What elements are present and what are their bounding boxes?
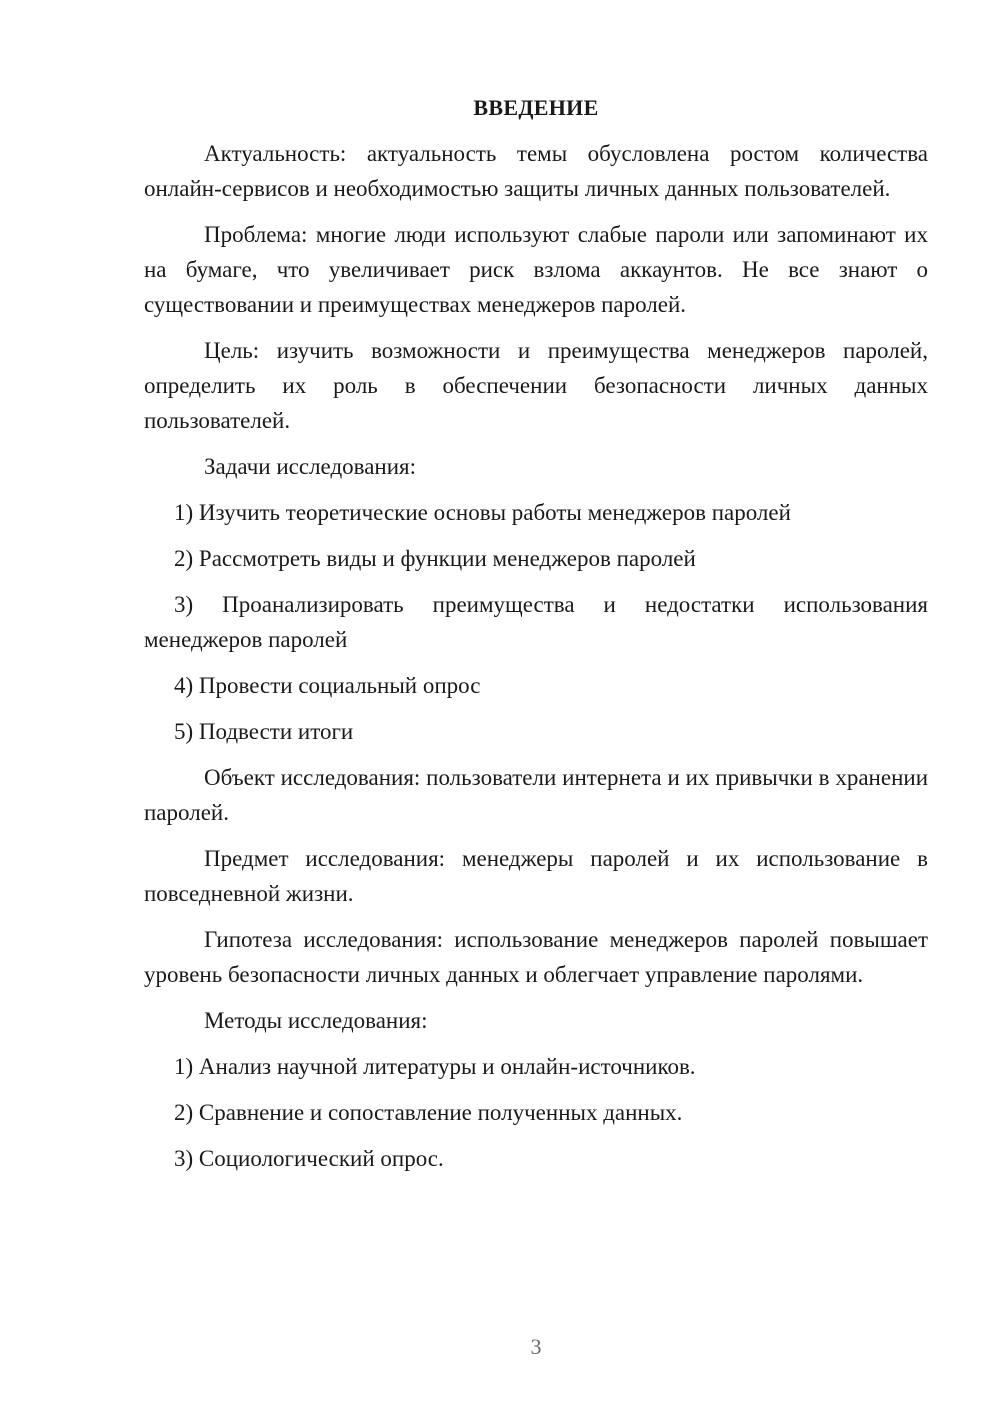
method-item-2: 2) Сравнение и сопоставление полученных данных. [174, 1100, 683, 1125]
task-item-3: 3) Проанализировать преимущества и недостатки использования менеджеров паролей [144, 592, 928, 652]
tasks-heading: Задачи исследования: [204, 454, 417, 479]
task-item-1: 1) Изучить теоретические основы работы менеджеров паролей [174, 500, 791, 525]
page-number: 3 [530, 1334, 542, 1359]
task-item-2: 2) Рассмотреть виды и функции менеджеров паролей [174, 546, 696, 571]
paragraph-object: Объект исследования: пользователи интернета и их привычки в хранении паролей. [144, 765, 928, 825]
task-item-5: 5) Подвести итоги [174, 719, 354, 744]
method-item-3: 3) Социологический опрос. [174, 1146, 444, 1171]
paragraph-problem: Проблема: многие люди используют слабые пароли или запоминают их на бумаге, что увеличивает риск взлома аккаунтов. Не все знают о существовании и преимуществах менеджеров паролей. [144, 222, 928, 317]
paragraph-hypothesis: Гипотеза исследования: использование менеджеров паролей повышает уровень безопасности личных данных и облегчает управление паролями. [144, 927, 928, 987]
paragraph-subject: Предмет исследования: менеджеры паролей и их использование в повседневной жизни. [144, 846, 928, 906]
methods-heading: Методы исследования: [204, 1008, 428, 1033]
method-item-1: 1) Анализ научной литературы и онлайн-источников. [174, 1054, 696, 1079]
page-title: ВВЕДЕНИЕ [473, 95, 599, 120]
document-page [144, 90, 928, 1187]
paragraph-relevance: Актуальность: актуальность темы обусловлена ростом количества онлайн-сервисов и необходимостью защиты личных данных пользователей. [144, 141, 928, 201]
paragraph-goal: Цель: изучить возможности и преимущества менеджеров паролей, определить их роль в обеспечении безопасности личных данных пользователей. [144, 338, 928, 433]
task-item-4: 4) Провести социальный опрос [174, 673, 481, 698]
